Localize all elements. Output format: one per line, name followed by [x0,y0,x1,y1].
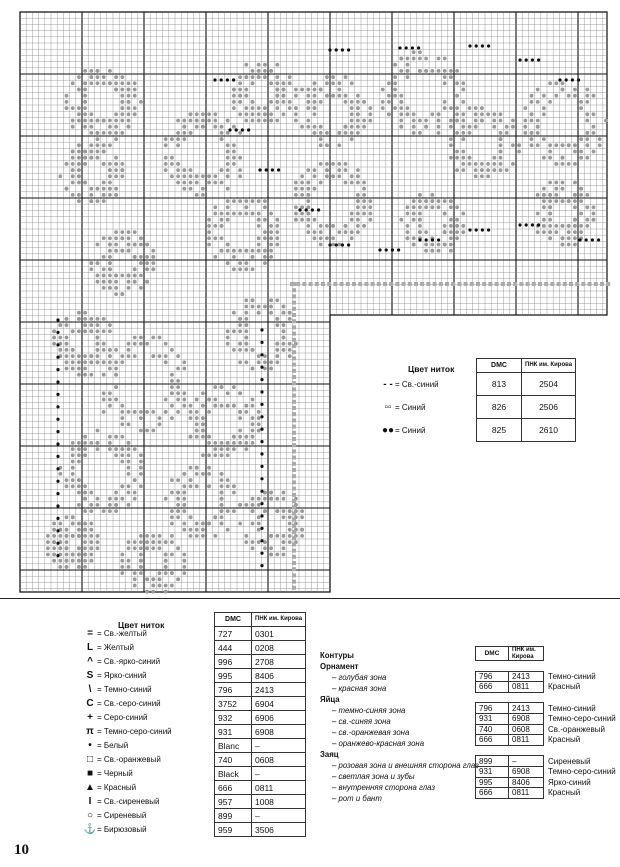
c-icon: C [86,698,94,709]
dmc-code: 957 [215,795,252,809]
dmc-code: 996 [215,655,252,669]
legend-row [80,795,306,809]
color-name: Красный [548,788,581,798]
pnk-code: – [252,809,306,823]
pnk-code: 2413 [509,671,544,682]
legend-top-table [378,358,576,442]
contour-item: – рот и бант [332,794,382,803]
dmc-code: 666 [476,788,509,799]
color-name: = Красный [97,783,137,792]
col-dmc: DMC [476,647,509,661]
contour-item: – темно-синяя зона [332,706,406,715]
legend-row [80,725,306,739]
dmc-code: 825 [477,419,522,442]
pnk-code: 2610 [522,419,576,442]
square-filled-icon: ■ [86,768,94,779]
dmc-code: Blanc [215,739,252,753]
section-divider [0,598,620,599]
color-name: Красный [548,735,581,745]
dmc-code: 995 [476,777,509,788]
contour-row [476,713,619,724]
s-icon: S [86,670,94,681]
dmc-code: 931 [476,766,509,777]
square-icon: ▫▫ [384,401,392,413]
pnk-code: 0811 [509,788,544,799]
legend-row [80,739,306,753]
dmc-code: 796 [476,671,509,682]
pnk-code: 3506 [252,823,306,837]
pnk-code: 0301 [252,627,306,641]
color-name: = Синий [395,402,426,412]
color-name: = Ярко-синий [97,671,147,680]
contour-row [476,756,619,767]
legend-row [378,419,576,442]
contour-item: – оранжево-красная зона [332,739,425,748]
col-dmc: DMC [477,359,522,373]
contour-item: – внутренняя сторона глаз [332,783,435,792]
legend-row [378,373,576,396]
pnk-code: 0608 [509,724,544,735]
color-name: Темно-серо-синий [548,714,616,724]
contour-row [476,703,619,714]
pnk-code: 0208 [252,641,306,655]
contour-row [476,724,619,735]
contour-row [476,777,619,788]
color-name: = Св.-серо-синий [97,699,161,708]
dmc-code: 932 [215,711,252,725]
contour-item: – светлая зона и зубы [332,772,415,781]
contour-item: – св.-синяя зона [332,717,391,726]
col-pnk: ПНК им. Кирова [512,647,536,660]
color-name: = Темно-серо-синий [97,727,172,736]
legend-top-title: Цвет ниток [408,364,455,374]
color-name: = Белый [97,741,129,750]
pnk-code: 6906 [252,711,306,725]
contour-item: – красная зона [332,684,387,693]
square-outline-icon: □ [86,754,94,765]
color-name: Красный [548,682,581,692]
pnk-code: 0608 [252,753,306,767]
dmc-code: 727 [215,627,252,641]
color-name: = Темно-синий [97,685,152,694]
dmc-code: 666 [476,735,509,746]
anchor-icon: ⚓ [83,824,97,835]
pnk-code: 8406 [252,669,306,683]
pnk-code: 2506 [522,396,576,419]
page-number: 10 [14,842,29,858]
legend-row [80,641,306,655]
color-name: Темно-синий [548,671,596,681]
contour-row [476,766,619,777]
contour-group-heading: Заяц [320,750,339,759]
pnk-code: 0811 [252,781,306,795]
backslash-icon: \ [88,684,92,695]
legend-row [80,753,306,767]
color-name: = Черный [97,769,133,778]
dmc-code: 931 [215,725,252,739]
pnk-code: 0811 [509,735,544,746]
contour-row [476,682,619,693]
contour-item: – голубая зона [332,673,387,682]
color-name: = Св.-желтый [97,629,147,638]
contours-table [475,646,619,799]
color-name: Ярко-синий [548,777,591,787]
dmc-code: 666 [476,682,509,693]
color-name: = Св.-синий [395,379,439,389]
pnk-code: 6908 [252,725,306,739]
color-name: = Сиреневый [97,811,147,820]
dot-icon: • [88,740,92,751]
pnk-code: 6908 [509,713,544,724]
dmc-code: 995 [215,669,252,683]
triangle-icon: ▲ [85,782,95,793]
pnk-code: 1008 [252,795,306,809]
legend-row [80,809,306,823]
legend-row [80,823,306,837]
col-dmc: DMC [215,613,252,627]
dmc-code: 796 [215,683,252,697]
legend-row [80,697,306,711]
pnk-code: 2413 [509,703,544,714]
contour-group-heading: Орнамент [320,662,359,671]
contour-group-heading: Яйца [320,695,340,704]
dmc-code: 666 [215,781,252,795]
dmc-code: 740 [476,724,509,735]
contours-list [320,650,479,804]
dmc-code: 444 [215,641,252,655]
color-name: = Желтый [97,643,134,652]
dmc-code: 3752 [215,697,252,711]
plus-icon: + [87,712,93,723]
color-name: Темно-синий [548,703,596,713]
dash-icon: - - [383,378,393,390]
legend-row [378,396,576,419]
contours-title: Контуры [320,651,354,660]
pnk-code: 0811 [509,682,544,693]
pnk-code: 2708 [252,655,306,669]
legend-row [80,669,306,683]
pnk-code: – [252,767,306,781]
color-name: Св.-оранжевый [548,724,605,734]
color-name: Темно-серо-синий [548,767,616,777]
dmc-code: 931 [476,713,509,724]
dmc-code: 899 [476,756,509,767]
color-name: = Бирюзовый [97,825,147,834]
color-name: = Св.-ярко-синий [97,657,161,666]
legend-row [80,627,306,641]
contour-item: – розовая зона и внешняя сторона глаз [332,761,479,770]
pi-icon: π [86,726,94,737]
dmc-code: 813 [477,373,522,396]
dmc-code: 826 [477,396,522,419]
bar-icon: I [88,796,92,807]
dmc-code: Black [215,767,252,781]
color-name: = Серо-синий [97,713,148,722]
dmc-code: 959 [215,823,252,837]
col-pnk: ПНК им. Кирова [255,616,303,623]
color-name: = Св.-оранжевый [97,755,161,764]
color-name: = Синий [395,425,426,435]
color-name: = Св.-сиреневый [97,797,160,806]
dots-icon: ●● [381,424,395,436]
legend-main-title: Цвет ниток [118,620,165,630]
double-dash-icon: = [87,628,93,639]
legend-main-table [80,612,306,837]
l-icon: L [86,642,94,653]
dmc-code: 796 [476,703,509,714]
caret-icon: ^ [87,656,93,667]
pnk-code: – [509,756,544,767]
contour-item: – св.-оранжевая зона [332,728,410,737]
col-pnk: ПНК им. Кирова [525,362,573,369]
pnk-code: 6908 [509,766,544,777]
dmc-code: 740 [215,753,252,767]
legend-row [80,655,306,669]
legend-row [80,711,306,725]
contour-row [476,788,619,799]
color-name: Сиреневый [548,756,591,766]
pnk-code: 2413 [252,683,306,697]
legend-row [80,767,306,781]
pnk-code: 6904 [252,697,306,711]
pnk-code: – [252,739,306,753]
dmc-code: 899 [215,809,252,823]
contour-row [476,735,619,746]
pnk-code: 2504 [522,373,576,396]
legend-row [80,781,306,795]
contour-row [476,671,619,682]
legend-row [80,683,306,697]
circle-icon: ○ [86,810,94,821]
pnk-code: 8406 [509,777,544,788]
